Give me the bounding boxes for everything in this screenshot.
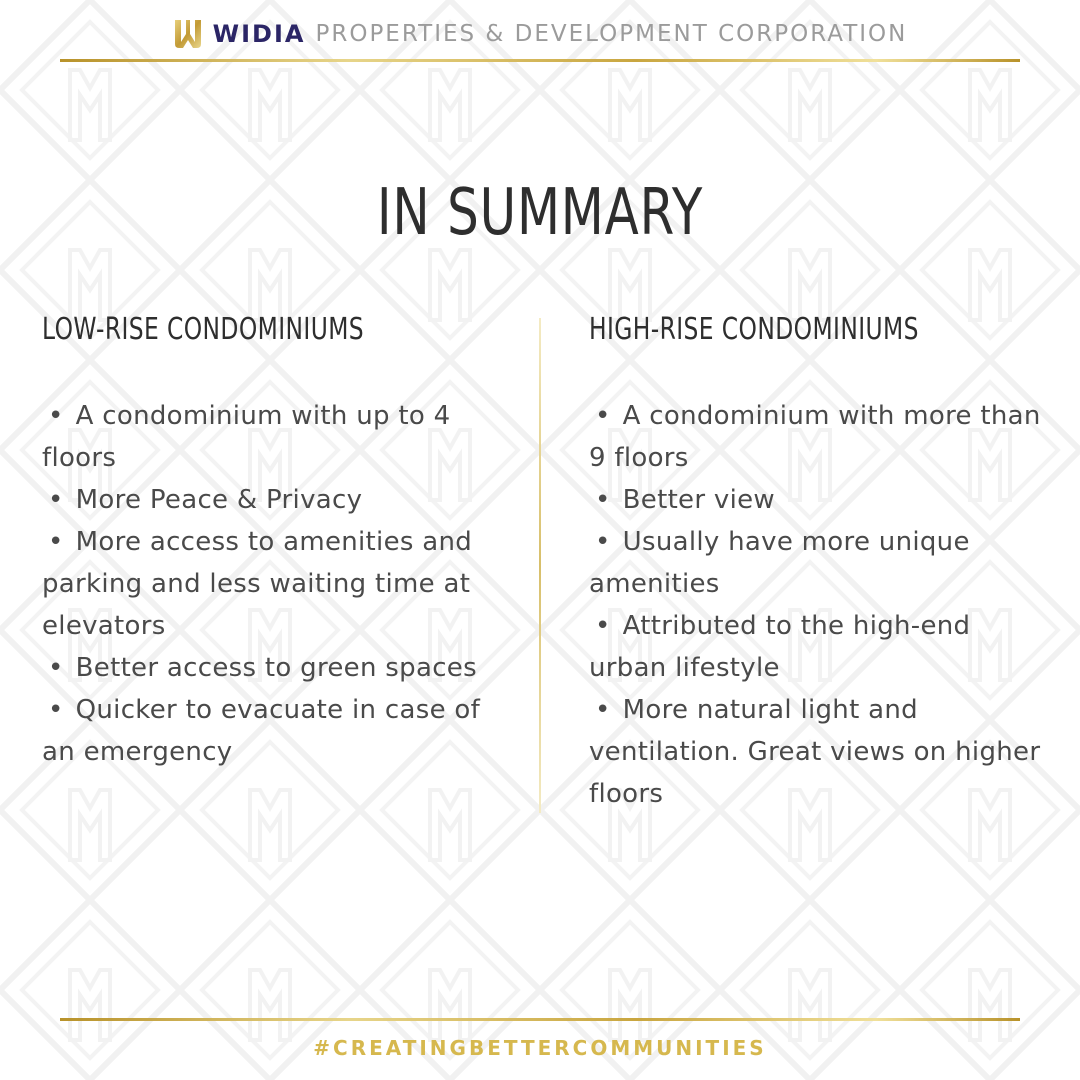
list-item: • Usually have more unique amenities [589,527,970,599]
low-rise-heading: LOW-RISE CONDOMINIUMS [42,312,365,347]
column-divider [539,318,541,813]
bottom-divider [60,1018,1020,1021]
list-item: • Better view [595,485,775,515]
brand-name: WIDIA [212,20,306,48]
list-item: • Quicker to evacuate in case of an emergency [42,695,481,767]
w-monogram-icon [173,18,203,50]
high-rise-column [589,312,1049,815]
list-item: • Better access to green spaces [48,653,477,683]
header [0,14,1080,54]
list-item: • Attributed to the high-end urban lifestyle [589,611,971,683]
list-item: • More Peace & Privacy [48,485,363,515]
page-title: IN SUMMARY [376,176,704,250]
high-rise-list [589,395,1049,815]
low-rise-column [42,312,502,773]
list-item: • More natural light and ventilation. Great views on higher floors [589,695,1041,809]
high-rise-heading: HIGH-RISE CONDOMINIUMS [589,312,919,347]
list-item: • A condominium with more than 9 floors [589,401,1041,473]
top-divider [60,59,1020,62]
list-item: • A condominium with up to 4 floors [42,401,451,473]
footer-hashtag: #CREATINGBETTERCOMMUNITIES [313,1036,767,1060]
list-item: • More access to amenities and parking and less waiting time at elevators [42,527,473,641]
brand-tagline: PROPERTIES & DEVELOPMENT CORPORATION [315,21,908,47]
low-rise-list [42,395,502,773]
